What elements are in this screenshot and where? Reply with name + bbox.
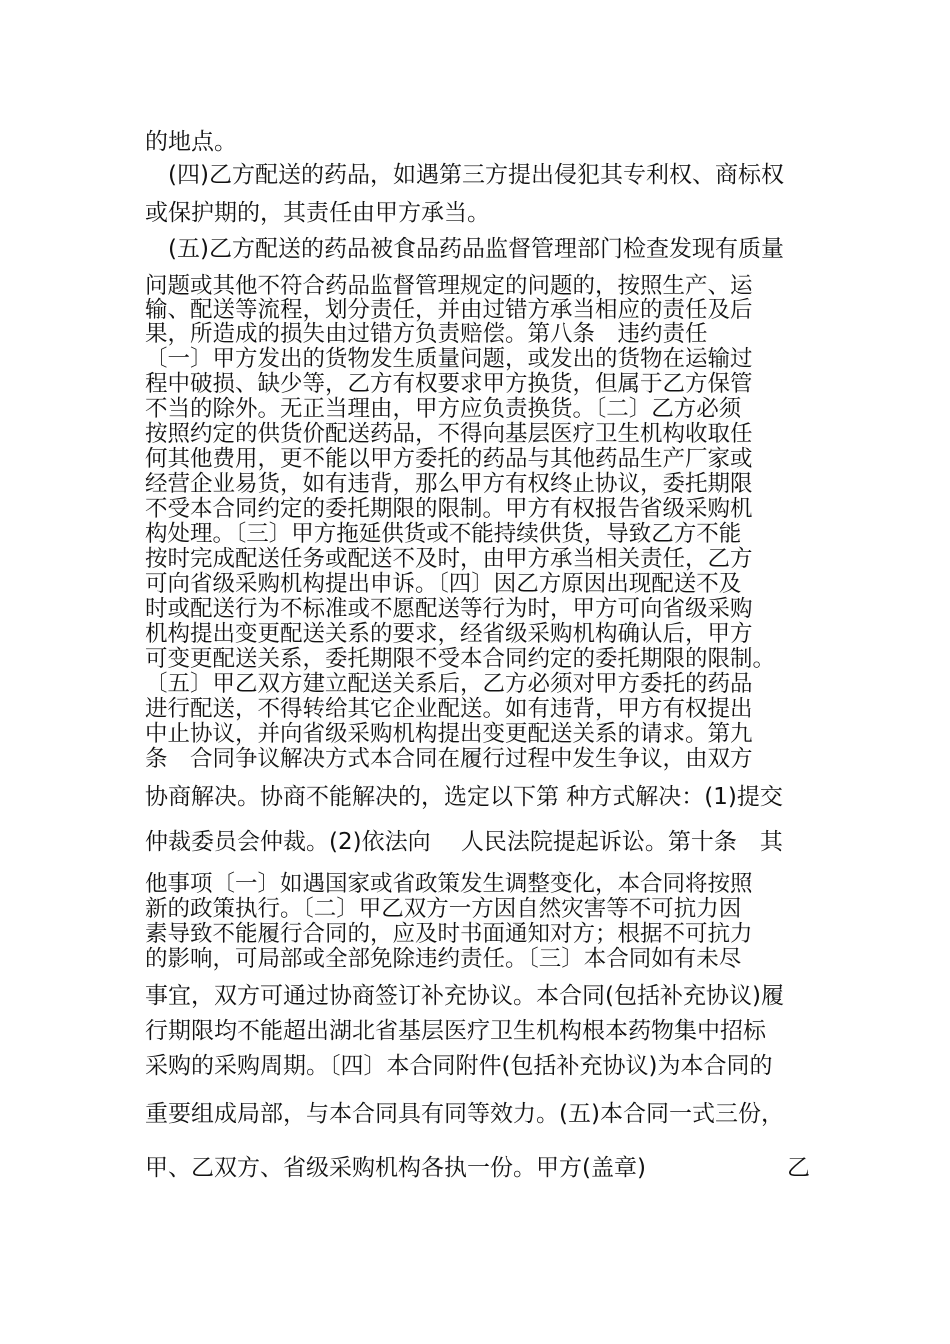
text-line: 按照约定的供货价配送药品，不得向基层医疗卫生机构收取任 xyxy=(145,421,753,447)
text-line: 可向省级采购机构提出申诉。〔四〕因乙方原因出现配送不及 xyxy=(145,571,742,597)
text-line: 不当的除外。无正当理由，甲方应负责换货。〔二〕乙方必须 xyxy=(145,396,742,422)
trailing-character: 乙 xyxy=(787,1155,810,1181)
text-line: 经营企业易货，如有违背，那么甲方有权终止协议，委托期限 xyxy=(145,471,753,497)
text-line: 〔五〕甲乙双方建立配送关系后，乙方必须对甲方委托的药品 xyxy=(145,671,753,697)
text-line: 可变更配送关系，委托期限不受本合同约定的委托期限的限制。 xyxy=(145,646,776,672)
text-line: 构处理。〔三〕甲方拖延供货或不能持续供货，导致乙方不能 xyxy=(145,521,742,547)
text-line: 中止协议，并向省级采购机构提出变更配送关系的请求。第九 xyxy=(145,721,753,747)
text-line: 进行配送，不得转给其它企业配送。如有违背，甲方有权提出 xyxy=(145,696,753,722)
text-line: 果，所造成的损失由过错方负责赔偿。第八条 违约责任 xyxy=(145,321,708,347)
text-line: 时或配送行为不标准或不愿配送等行为时，甲方可向省级采购 xyxy=(145,596,753,622)
text-line: 甲、乙双方、省级采购机构各执一份。甲方(盖章) xyxy=(145,1155,646,1181)
text-line: 输、配送等流程，划分责任，并由过错方承当相应的责任及后 xyxy=(145,297,753,323)
text-line: 程中破损、缺少等，乙方有权要求甲方换货，但属于乙方保管 xyxy=(145,371,753,397)
text-line: 问题或其他不符合药品监督管理规定的问题的，按照生产、运 xyxy=(145,273,753,299)
text-line: 仲裁委员会仲裁。(2)依法向 人民法院提起诉讼。第十条 其 xyxy=(145,829,783,855)
text-line: 按时完成配送任务或配送不及时，由甲方承当相关责任，乙方 xyxy=(145,546,753,572)
text-line: 协商解决。协商不能解决的，选定以下第 种方式解决：(1)提交 xyxy=(145,784,783,810)
text-line: 事宜，双方可通过协商签订补充协议。本合同(包括补充协议)履 xyxy=(145,983,784,1009)
text-line: 采购的采购周期。〔四〕本合同附件(包括补充协议)为本合同的 xyxy=(145,1053,773,1079)
text-line: 的地点。 xyxy=(145,129,237,155)
text-line: (五)乙方配送的药品被食品药品监督管理部门检查发现有质量 xyxy=(168,236,784,262)
text-line: 何其他费用，更不能以甲方委托的药品与其他药品生产厂家或 xyxy=(145,446,753,472)
text-line: 重要组成局部，与本合同具有同等效力。(五)本合同一式三份， xyxy=(145,1101,784,1127)
text-line: 的影响，可局部或全部免除违约责任。〔三〕本合同如有未尽 xyxy=(145,946,742,972)
text-line: 机构提出变更配送关系的要求，经省级采购机构确认后，甲方 xyxy=(145,621,753,647)
text-line: 或保护期的，其责任由甲方承当。 xyxy=(145,200,490,226)
text-line: 〔一〕甲方发出的货物发生质量问题，或发出的货物在运输过 xyxy=(145,346,753,372)
text-line: 条 合同争议解决方式本合同在履行过程中发生争议，由双方 xyxy=(145,746,753,772)
text-line: 不受本合同约定的委托期限的限制。甲方有权报告省级采购机 xyxy=(145,496,753,522)
text-line: 他事项〔一〕如遇国家或省政策发生调整变化，本合同将按照 xyxy=(145,871,753,897)
text-line: 素导致不能履行合同的，应及时书面通知对方；根据不可抗力 xyxy=(145,921,753,947)
text-line: (四)乙方配送的药品，如遇第三方提出侵犯其专利权、商标权 xyxy=(168,162,784,188)
text-line: 行期限均不能超出湖北省基层医疗卫生机构根本药物集中招标 xyxy=(145,1018,766,1044)
text-line: 新的政策执行。〔二〕甲乙双方一方因自然灾害等不可抗力因 xyxy=(145,896,742,922)
